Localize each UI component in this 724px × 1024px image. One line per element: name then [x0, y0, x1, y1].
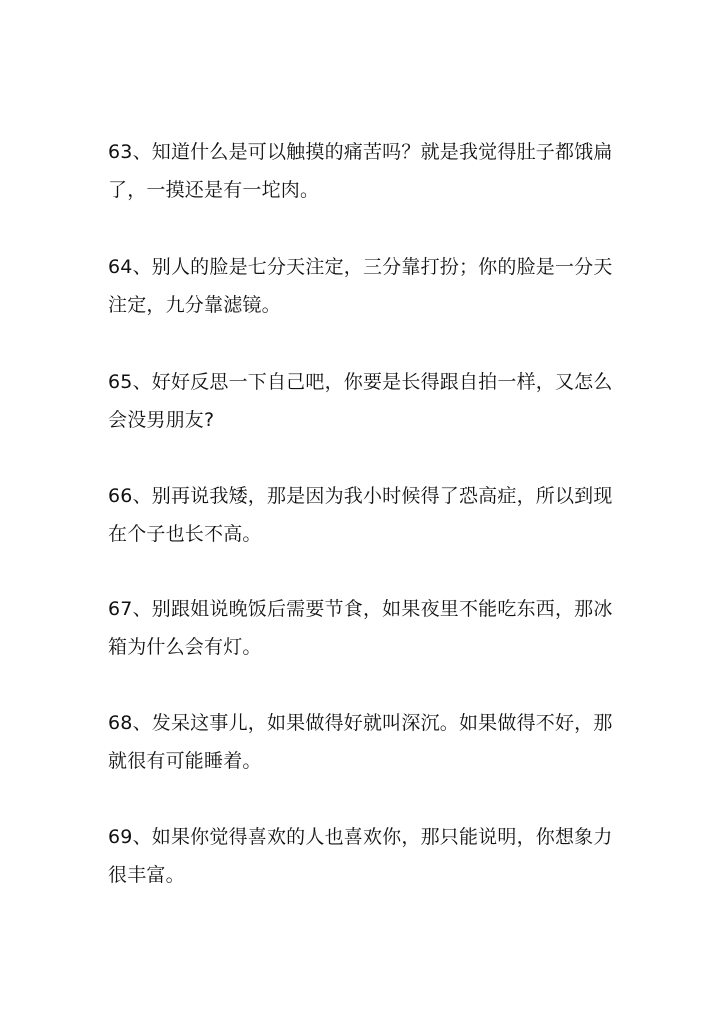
- list-item: 64、别人的脸是七分天注定，三分靠打扮；你的脸是一分天注定，九分靠滤镜。: [108, 256, 613, 316]
- list-item: 63、知道什么是可以触摸的痛苦吗？就是我觉得肚子都饿扁了，一摸还是有一坨肉。: [108, 141, 613, 201]
- list-item: 68、发呆这事儿，如果做得好就叫深沉。如果做得不好，那就很有可能睡着。: [108, 712, 613, 772]
- list-item: 66、别再说我矮，那是因为我小时候得了恐高症，所以到现在个子也长不高。: [108, 485, 613, 545]
- list-item: 67、别跟姐说晚饭后需要节食，如果夜里不能吃东西，那冰箱为什么会有灯。: [108, 598, 613, 658]
- list-item: 65、好好反思一下自己吧，你要是长得跟自拍一样，又怎么会没男朋友?: [108, 371, 613, 431]
- list-item: 69、如果你觉得喜欢的人也喜欢你，那只能说明，你想象力很丰富。: [108, 826, 613, 886]
